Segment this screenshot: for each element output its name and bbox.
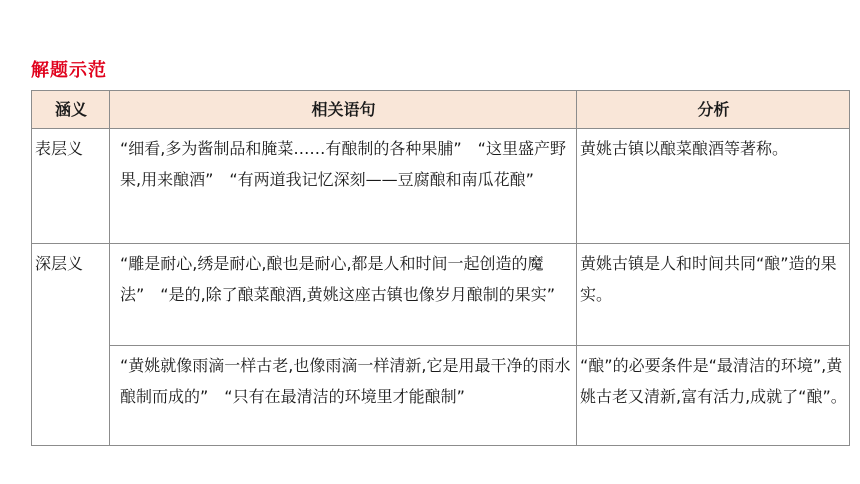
row-analysis: “酿”的必要条件是“最清洁的环境”,黄姚古老又清新,富有活力,成就了“酿”。: [577, 346, 850, 446]
row-sentences: “雕是耐心,绣是耐心,酿也是耐心,都是人和时间一起创造的魔法” “是的,除了酿菜酿酒,黄姚这座古镇也像岁月酿制的果实”: [110, 244, 577, 346]
header-analysis: 分析: [577, 91, 850, 129]
section-title: 解题示范: [31, 60, 107, 81]
table-row: [32, 129, 850, 244]
table-row: [32, 244, 850, 346]
table-header-row: [32, 91, 850, 129]
table-row: [32, 346, 850, 446]
row-analysis: 黄姚古镇是人和时间共同“酿”造的果实。: [577, 244, 850, 346]
row-sentences: “细看,多为酱制品和腌菜……有酿制的各种果脯” “这里盛产野果,用来酿酒” “有两道我记忆深刻——豆腐酿和南瓜花酿”: [110, 129, 577, 244]
header-meaning: 涵义: [32, 91, 110, 129]
row-meaning: 表层义: [32, 129, 110, 244]
row-meaning: 深层义: [32, 244, 110, 446]
row-analysis: 黄姚古镇以酿菜酿酒等著称。: [577, 129, 850, 244]
analysis-table: [31, 90, 850, 446]
row-sentences: “黄姚就像雨滴一样古老,也像雨滴一样清新,它是用最干净的雨水酿制而成的” “只有在最清洁的环境里才能酿制”: [110, 346, 577, 446]
header-sentences: 相关语句: [110, 91, 577, 129]
